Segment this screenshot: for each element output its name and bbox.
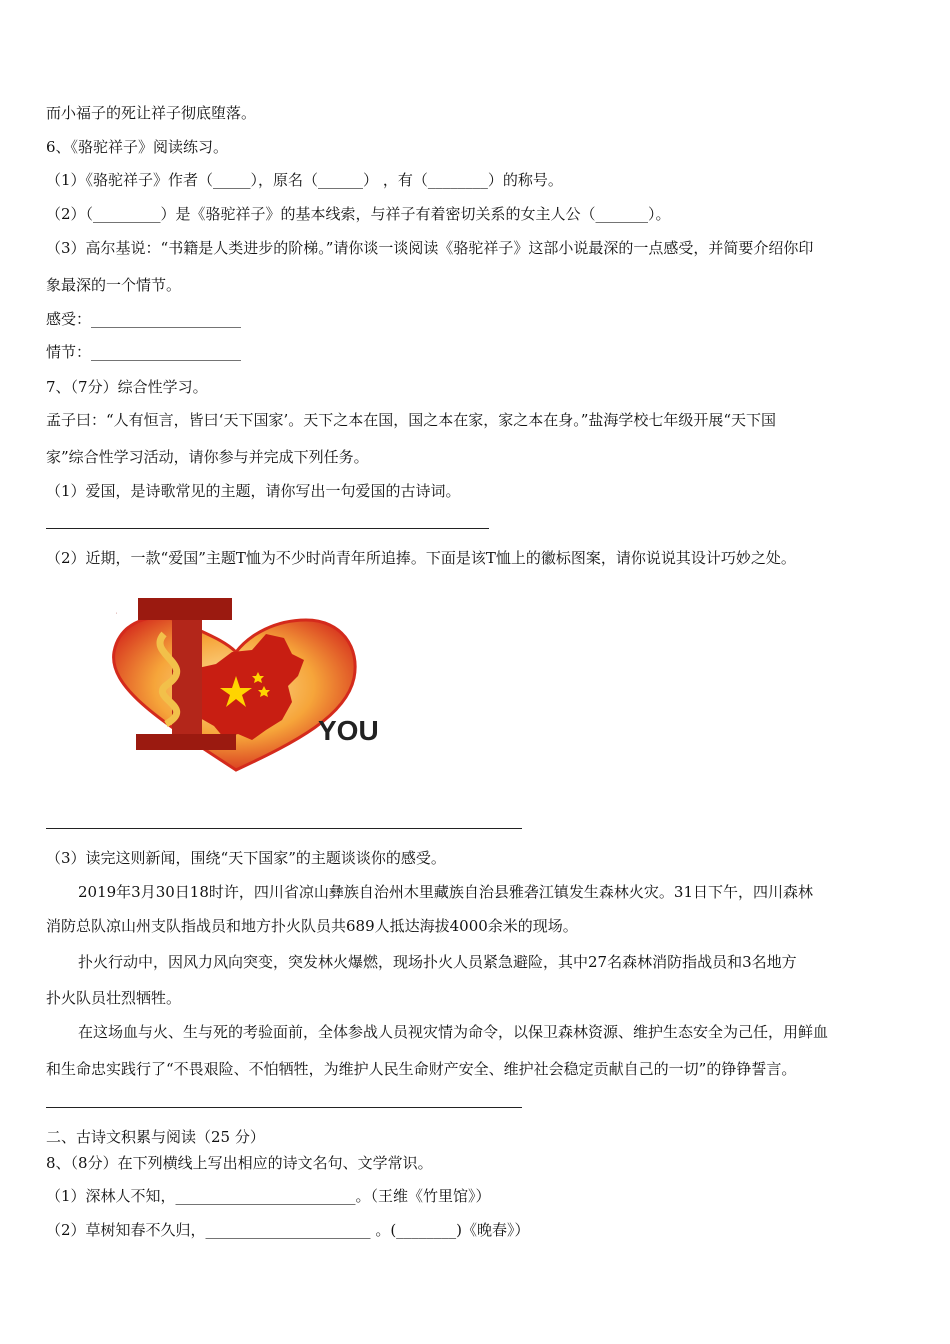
question-7-intro-line-1: 孟子曰：“人有恒言，皆曰‘天下国家’。天下之本在国，国之本在家，家之本在身。”盐海学校七年级开展“天下国 bbox=[46, 411, 777, 429]
news-paragraph-1-line-2: 消防总队凉山州支队指战员和地方扑火队员共689人抵达海拔4000余米的现场。 bbox=[46, 917, 578, 935]
question-8-title: 8、（8分）在下列横线上写出相应的诗文名句、文学常识。 bbox=[46, 1154, 433, 1172]
question-7-part-1: （1）爱国，是诗歌常见的主题，请你写出一句爱国的古诗词。 bbox=[46, 482, 461, 500]
question-6-part-1: （1）《骆驼祥子》作者（_____），原名（______） ，有（________）的称号。 bbox=[46, 171, 563, 189]
i-love-china-logo bbox=[106, 594, 406, 774]
answer-rule bbox=[46, 528, 489, 529]
answer-rule bbox=[46, 828, 522, 829]
question-6-part-3-line-2: 象最深的一个情节。 bbox=[46, 276, 182, 294]
answer-rule bbox=[46, 1107, 522, 1108]
news-paragraph-2-line-2: 扑火队员壮烈牺牲。 bbox=[46, 989, 182, 1007]
section-2-title: 二、古诗文积累与阅读（25 分） bbox=[46, 1128, 265, 1146]
question-7-title: 7、（7分）综合性学习。 bbox=[46, 378, 208, 396]
feeling-answer-line: 感受：____________________ bbox=[46, 310, 242, 328]
logo-letter-i: I bbox=[116, 613, 117, 615]
news-paragraph-3-line-2: 和生命忠实践行了“不畏艰险、不怕牺牲，为维护人民生命财产安全、维护社会稳定贡献自己的一切”的铮铮誓言。 bbox=[46, 1060, 797, 1078]
news-paragraph-1-line-1: 2019年3月30日18时许，四川省凉山彝族自治州木里藏族自治县雅砻江镇发生森林火灾。31日下午，四川森林 bbox=[78, 883, 813, 901]
logo-word-you: YOU bbox=[318, 715, 379, 746]
question-6-part-3-line-1: （3）高尔基说：“书籍是人类进步的阶梯。”请你谈一谈阅读《骆驼祥子》这部小说最深的一点感受，并简要介绍你印 bbox=[46, 239, 814, 257]
question-7-part-3: （3）读完这则新闻，围绕“天下国家”的主题谈谈你的感受。 bbox=[46, 849, 446, 867]
plot-answer-line: 情节：____________________ bbox=[46, 343, 242, 361]
text-line-continuation: 而小福子的死让祥子彻底堕落。 bbox=[46, 104, 257, 122]
news-paragraph-2-line-1: 扑火行动中，因风力风向突变，突发林火爆燃，现场扑火人员紧急避险，其中27名森林消防指战员和3名地方 bbox=[78, 953, 797, 971]
question-8-part-2: （2）草树知春不久归，______________________ 。(________)《晚春》） bbox=[46, 1221, 530, 1239]
question-8-part-1: （1）深林人不知，________________________。（王维《竹里馆》） bbox=[46, 1187, 491, 1205]
news-paragraph-3-line-1: 在这场血与火、生与死的考验面前，全体参战人员视灾情为命令，以保卫森林资源、维护生态安全为己任，用鲜血 bbox=[78, 1023, 829, 1041]
question-6-title: 6、《骆驼祥子》阅读练习。 bbox=[46, 138, 229, 156]
question-6-part-2: （2）（_________）是《骆驼祥子》的基本线索，与祥子有着密切关系的女主人公（_______）。 bbox=[46, 205, 671, 223]
question-7-part-2: （2）近期，一款“爱国”主题T恤为不少时尚青年所追捧。下面是该T恤上的徽标图案，请你说说其设计巧妙之处。 bbox=[46, 549, 796, 567]
question-7-intro-line-2: 家”综合性学习活动，请你参与并完成下列任务。 bbox=[46, 448, 369, 466]
